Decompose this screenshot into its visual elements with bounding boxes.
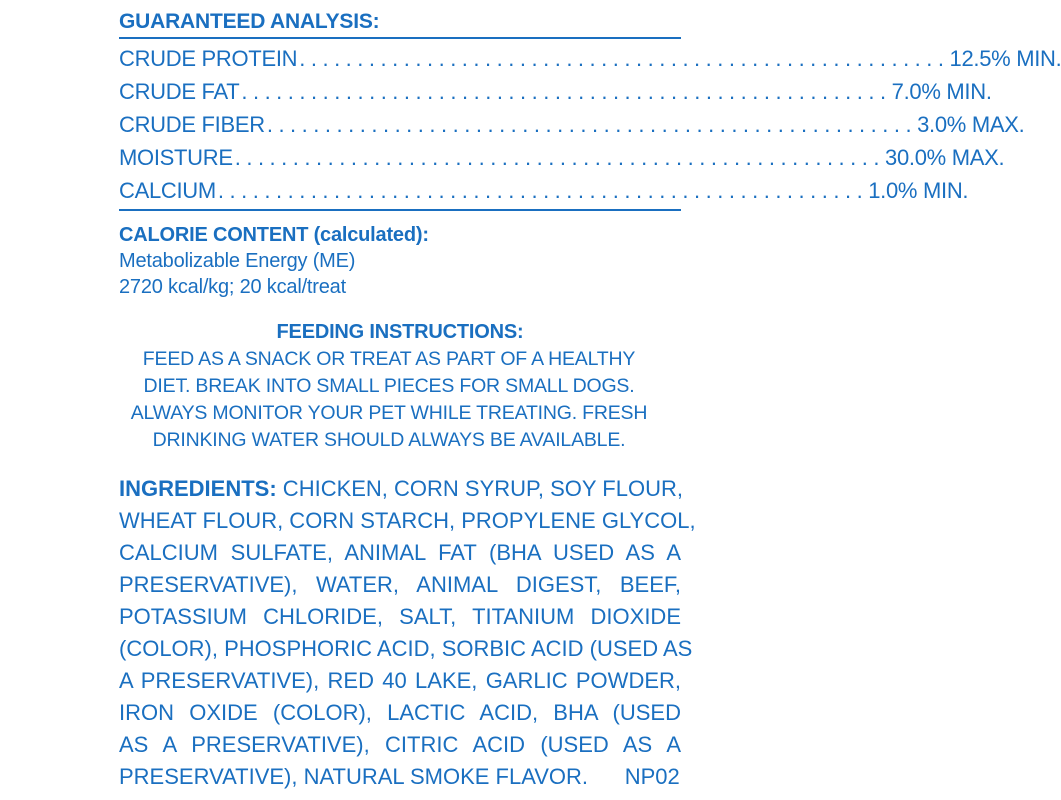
- analysis-name: CRUDE FAT: [119, 79, 240, 104]
- ingredients-line: WHEAT FLOUR, CORN STARCH, PROPYLENE GLYCOL,: [119, 508, 696, 533]
- leader-dots: ........................................................: [299, 46, 950, 71]
- divider-line: [119, 37, 681, 39]
- analysis-row-crude-fat: [119, 74, 992, 106]
- ingredients-line: POTASSIUM CHLORIDE, SALT, TITANIUM DIOXIDE: [119, 604, 681, 629]
- analysis-value: 12.5% MIN.: [949, 46, 1061, 71]
- analysis-name: CALCIUM: [119, 178, 216, 203]
- analysis-row-crude-fiber: [119, 107, 1025, 139]
- leader-dots: ........................................................: [234, 145, 886, 170]
- ingredients-line: [119, 474, 681, 504]
- analysis-row-moisture: [119, 140, 1005, 172]
- feeding-instructions-line: FEED AS A SNACK OR TREAT AS PART OF A HEALTHY: [142, 348, 636, 370]
- analysis-row-crude-protein: [119, 41, 1061, 73]
- analysis-value: 1.0% MIN.: [868, 178, 969, 203]
- ingredients-line: (COLOR), PHOSPHORIC ACID, SORBIC ACID (USED AS: [119, 636, 693, 661]
- calorie-content-title: CALORIE CONTENT (calculated):: [119, 224, 429, 246]
- ingredients-line: CALCIUM SULFATE, ANIMAL FAT (BHA USED AS A: [119, 540, 681, 565]
- divider-line: [119, 209, 681, 211]
- leader-dots: ........................................................: [217, 178, 869, 203]
- analysis-value: 30.0% MAX.: [885, 145, 1005, 170]
- feeding-instructions-line: DIET. BREAK INTO SMALL PIECES FOR SMALL DOGS.: [143, 375, 635, 397]
- analysis-value: 3.0% MAX.: [917, 112, 1025, 137]
- analysis-name: MOISTURE: [119, 145, 233, 170]
- analysis-name: CRUDE PROTEIN: [119, 46, 298, 71]
- ingredients-label: INGREDIENTS:: [119, 476, 277, 501]
- ingredients-line: PRESERVATIVE), WATER, ANIMAL DIGEST, BEEF,: [119, 572, 681, 597]
- analysis-value: 7.0% MIN.: [891, 79, 992, 104]
- leader-dots: ........................................................: [241, 79, 892, 104]
- analysis-row-calcium: [119, 173, 969, 205]
- leader-dots: ........................................................: [266, 112, 918, 137]
- feeding-instructions-line: DRINKING WATER SHOULD ALWAYS BE AVAILABLE.: [152, 429, 626, 451]
- guaranteed-analysis-title: GUARANTEED ANALYSIS:: [119, 10, 380, 33]
- ingredients-line: AS A PRESERVATIVE), CITRIC ACID (USED AS A: [119, 732, 681, 757]
- ingredients-line: IRON OXIDE (COLOR), LACTIC ACID, BHA (USED: [119, 700, 681, 725]
- calorie-energy-value: 2720 kcal/kg; 20 kcal/treat: [119, 276, 346, 298]
- ingredients-text: CHICKEN, CORN SYRUP, SOY FLOUR,: [276, 476, 683, 501]
- calorie-energy-label: Metabolizable Energy (ME): [119, 250, 356, 272]
- ingredients-line: A PRESERVATIVE), RED 40 LAKE, GARLIC POWDER,: [119, 668, 681, 693]
- feeding-instructions-line: ALWAYS MONITOR YOUR PET WHILE TREATING. FRESH: [130, 402, 648, 424]
- ingredients-line: PRESERVATIVE), NATURAL SMOKE FLAVOR. NP02: [119, 764, 680, 789]
- analysis-name: CRUDE FIBER: [119, 112, 265, 137]
- feeding-instructions-title: FEEDING INSTRUCTIONS:: [276, 321, 524, 343]
